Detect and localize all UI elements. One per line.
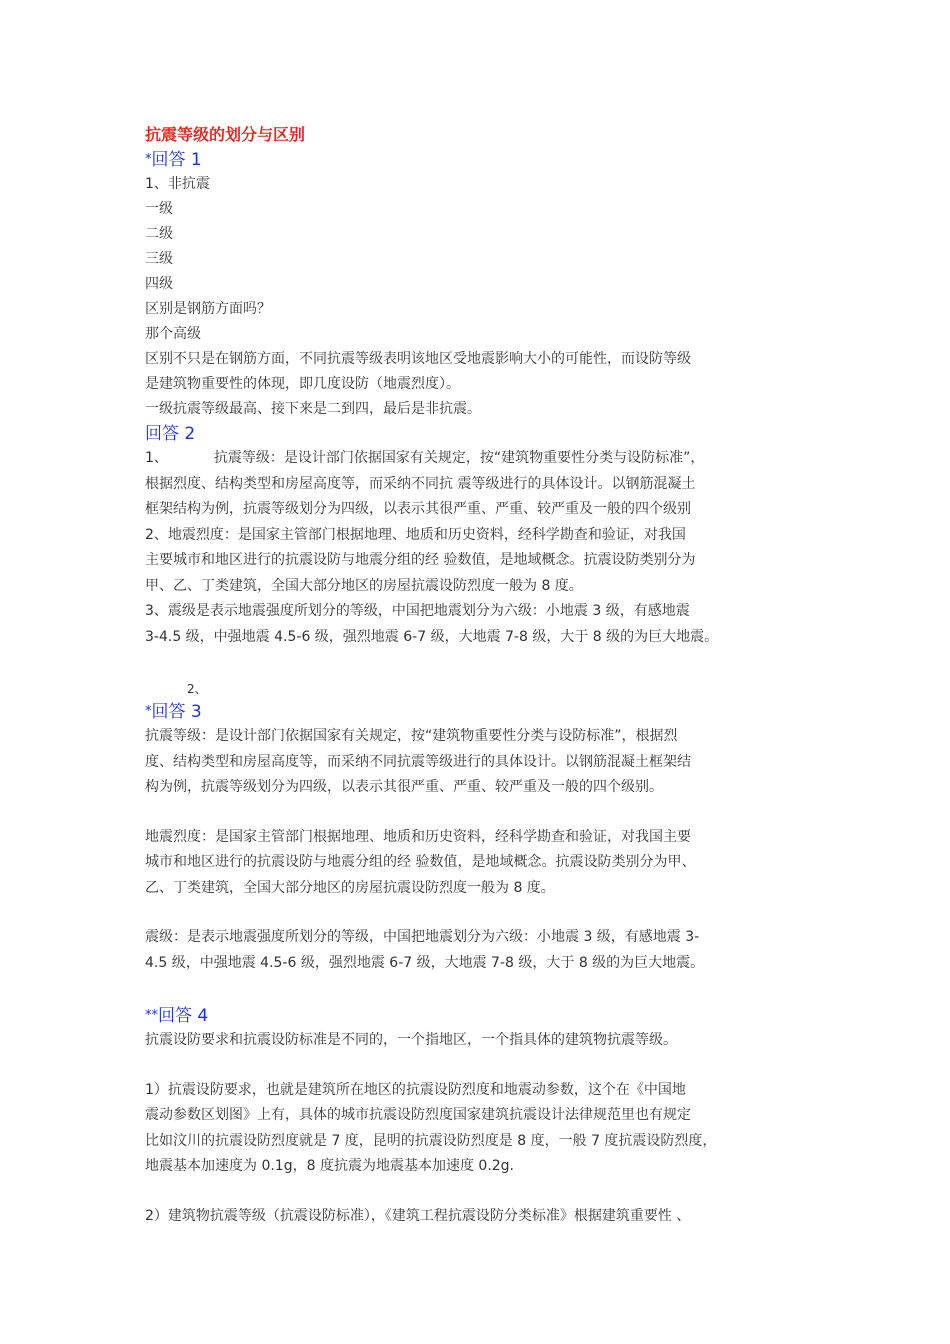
text-line: 主要城市和地区进行的抗震设防与地震分组的经 验数值，是地域概念。抗震设防类别分为: [145, 552, 696, 568]
item-number: 1、: [145, 450, 168, 466]
text-line: 2）建筑物抗震等级（抗震设防标准），《建筑工程抗震设防分类标准》根据建筑重要性 、: [145, 1207, 691, 1224]
answer-1-prefix: *: [145, 152, 152, 167]
answer-1-heading-text: 回答 1: [151, 150, 202, 170]
text-line: 区别是钢筋方面吗？: [145, 301, 271, 317]
text-line: 城市和地区进行的抗震设防与地震分组的经 验数值，是地域概念。抗震设防类别分为甲、: [145, 854, 696, 870]
text-line: 比如汶川的抗震设防烈度就是 7 度，昆明的抗震设防烈度是 8 度，一般 7 度抗震设防烈度，: [145, 1132, 717, 1149]
document-title: 抗震等级的划分与区别: [145, 125, 306, 144]
text-line: 抗震等级：是设计部门依据国家有关规定，按“建筑物重要性分类与设防标准”，根据烈: [145, 728, 678, 744]
text-line: 1、非抗震: [145, 176, 210, 192]
text-line: 框架结构为例，抗震等级划分为四级，以表示其很严重、严重、较严重及一般的四个级别: [145, 501, 691, 517]
text-line: 二级: [145, 226, 173, 242]
text-line: 3、震级是表示地震强度所划分的等级，中国把地震划分为六级：小地震 3 级，有感地震: [145, 603, 690, 619]
text-line: 震动参数区划图》上有，具体的城市抗震设防烈度国家建筑抗震设计法律规范里也有规定: [145, 1107, 691, 1123]
text-line: 乙、丁类建筑，全国大部分地区的房屋抗震设防烈度一般为 8 度。: [145, 879, 555, 896]
answer-4-body: [145, 1028, 825, 1229]
text-line: [145, 446, 825, 472]
text-line: 三级: [145, 251, 173, 267]
text-line: 2、地震烈度：是国家主管部门根据地理、地质和历史资料，经科学勘查和验证，对我国: [145, 526, 686, 543]
text-line: 区别不只是在钢筋方面，不同抗震等级表明该地区受地震影响大小的可能性，而设防等级: [145, 351, 691, 367]
text-line: 一级: [145, 201, 173, 217]
text-line: 四级: [145, 276, 173, 292]
answer-3-prefix: *: [145, 704, 152, 719]
text-line: 1）抗震设防要求，也就是建筑所在地区的抗震设防烈度和地震动参数，这个在《中国地: [145, 1081, 686, 1098]
answer-3-body: [145, 724, 825, 976]
answer-4-heading-text: 回答 4: [158, 1006, 209, 1026]
text-line: 是建筑物重要性的体现，即几度设防（地震烈度）。: [145, 376, 460, 392]
answer-2-body: [145, 446, 825, 650]
text-line: 地震基本加速度为 0.1g，8 度抗震为地震基本加速度 0.2g.: [145, 1158, 515, 1174]
text-line: 4.5 级，中强地震 4.5-6 级，强烈地震 6-7 级，大地震 7-8 级，大于 8 级的为巨大地震。: [145, 954, 705, 971]
text-line: 地震烈度：是国家主管部门根据地理、地质和历史资料，经科学勘查和验证，对我国主要: [145, 828, 691, 845]
text-line: 甲、乙、丁类建筑，全国大部分地区的房屋抗震设防烈度一般为 8 度。: [145, 577, 583, 594]
text-line: 抗震设防要求和抗震设防标准是不同的，一个指地区，一个指具体的建筑物抗震等级。: [145, 1032, 677, 1048]
small-number: 2、: [187, 682, 207, 696]
text-line: 度、结构类型和房屋高度等，而采纳不同抗震等级进行的具体设计。以钢筋混凝土框架结: [145, 753, 691, 770]
text-line: 构为例，抗震等级划分为四级，以表示其很严重、严重、较严重及一般的四个级别。: [145, 779, 663, 795]
item-text: 抗震等级：是设计部门依据国家有关规定，按“建筑物重要性分类与设防标准”，: [213, 450, 705, 466]
answer-2-heading: 回答 2: [145, 424, 196, 444]
text-line: 那个高级: [145, 326, 201, 342]
document-body: [145, 122, 825, 1229]
text-line: 根据烈度、结构类型和房屋高度等，而采纳不同抗 震等级进行的具体设计。以钢筋混凝土: [145, 475, 696, 492]
text-line: 震级：是表示地震强度所划分的等级，中国把地震划分为六级：小地震 3 级，有感地震 3-: [145, 929, 700, 945]
answer-3-heading: [145, 700, 825, 724]
answer-4-prefix: **: [145, 1008, 158, 1023]
text-line: 3-4.5 级，中强地震 4.5-6 级，强烈地震 6-7 级，大地震 7-8 级，大于 8 级的为巨大地震。: [145, 628, 719, 645]
text-line: 一级抗震等级最高、接下来是二到四，最后是非抗震。: [145, 401, 481, 417]
answer-1-body: [145, 172, 825, 422]
answer-3-heading-text: 回答 3: [151, 702, 202, 722]
answer-4-heading: [145, 1004, 825, 1028]
answer-1-heading: [145, 148, 825, 172]
